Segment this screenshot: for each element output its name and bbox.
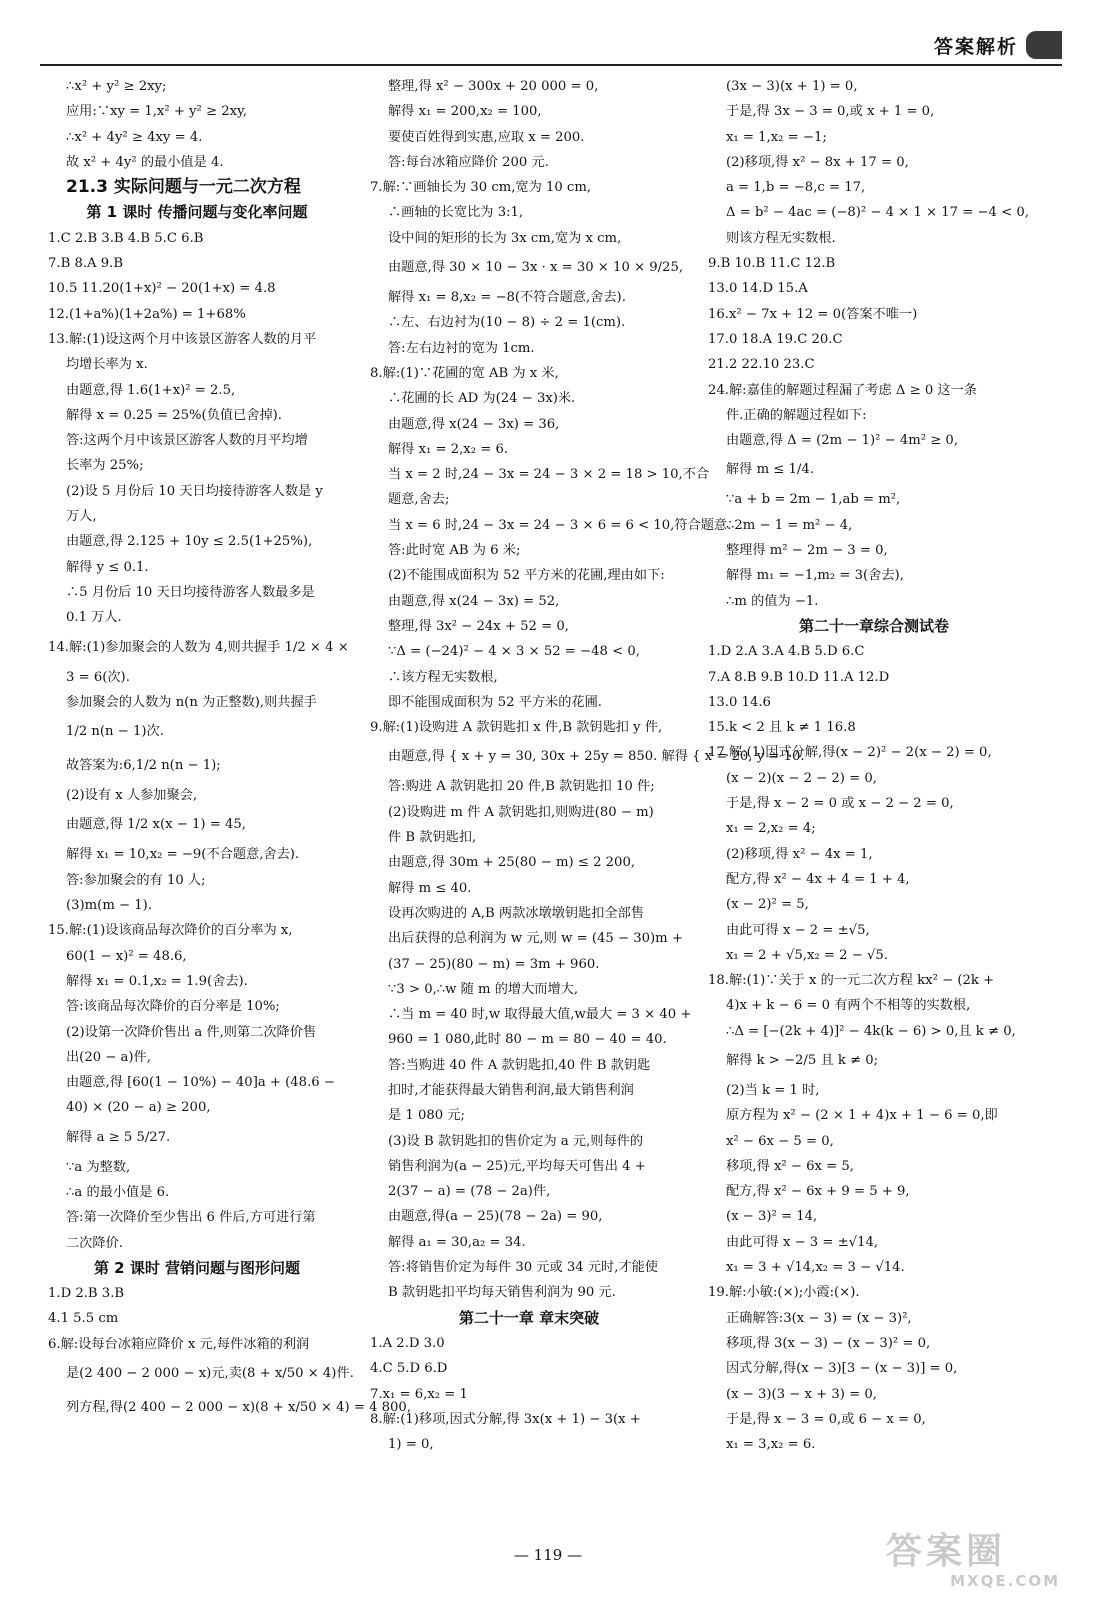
answer-line: 正确解答:3(x − 3) = (x − 3)², [726,1310,912,1326]
answer-line: 要使百姓得到实惠,应取 x = 200. [388,129,585,145]
answer-line: 解得 x₁ = 0.1,x₂ = 1.9(舍去). [66,973,248,989]
answer-line: 1) = 0, [388,1437,434,1453]
answer-line: 1.D 2.A 3.A 4.B 5.D 6.C [708,644,865,660]
answer-line: 配方,得 x² − 4x + 4 = 1 + 4, [726,871,910,887]
answer-line: (x − 3)² = 14, [726,1209,818,1225]
answer-line: (x − 3)(3 − x + 3) = 0, [726,1386,877,1402]
answer-line: 答:第一次降价至少售出 6 件后,方可进行第 [66,1210,316,1226]
answer-line: Δ = b² − 4ac = (−8)² − 4 × 1 × 17 = −4 < 0, [726,205,1029,221]
watermark-main: 答案圈 [886,1531,1007,1572]
answer-line: (3)设 B 款钥匙扣的售价定为 a 元,则每件的 [388,1133,644,1149]
answer-line: 由题意,得 1/2 x(x − 1) = 45, [66,817,246,833]
answer-line: 应用:∵xy = 1,x² + y² ≥ 2xy, [66,104,247,120]
answer-line: (3x − 3)(x + 1) = 0, [726,79,858,94]
watermark-url: MXQE.COM [950,1572,1060,1590]
header-tab-block [1026,31,1062,59]
answer-line: 14.解:(1)参加聚会的人数为 4,则共握手 1/2 × 4 × [48,639,349,655]
answer-line: 答:参加聚会的有 10 人; [66,872,206,888]
answer-line: 设中间的矩形的长为 3x cm,宽为 x cm, [388,230,622,246]
answer-line: ∵3 > 0,∴w 随 m 的增大而增大, [388,981,579,997]
answer-line: 8.解:(1)移项,因式分解,得 3x(x + 1) − 3(x + [370,1411,641,1427]
answer-line: (37 − 25)(80 − m) = 3m + 960. [388,956,600,972]
answer-line: (2)当 k = 1 时, [726,1082,820,1098]
answer-line: 7.B 8.A 9.B [48,256,124,272]
answer-line: 解得 m₁ = −1,m₂ = 3(舍去), [726,568,904,584]
watermark [886,1532,1066,1596]
answer-line: 当 x = 6 时,24 − 3x = 24 − 3 × 6 = 6 < 10,符合题意. [388,517,732,533]
answer-line: 9.B 10.B 11.C 12.B [708,256,836,272]
answer-line: 答:当购进 40 件 A 款钥匙扣,40 件 B 款钥匙 [388,1057,651,1073]
answer-line: x₁ = 3,x₂ = 6. [726,1437,816,1453]
answer-line: 答:左右边衬的宽为 1cm. [388,340,535,356]
answer-line: 答:此时宽 AB 为 6 米; [388,543,521,559]
answer-line: (2)设 5 月份后 10 天日均接待游客人数是 y [66,483,323,499]
answer-line: 1.C 2.B 3.B 4.B 5.C 6.B [48,230,204,246]
answer-line: 故答案为:6,1/2 n(n − 1); [66,758,221,774]
answer-line: 由题意,得 Δ = (2m − 1)² − 4m² ≥ 0, [726,433,959,449]
answer-line: x₁ = 2 + √5,x₂ = 2 − √5. [726,947,888,963]
answer-line: ∴x² + y² ≥ 2xy; [66,79,167,94]
answer-line: 解得 x₁ = 8,x₂ = −8(不符合题意,舍去). [388,290,626,306]
answer-line: 配方,得 x² − 6x + 9 = 5 + 9, [726,1184,910,1200]
answer-line: (3)m(m − 1). [66,898,152,914]
answer-line: 2(37 − a) = (78 − 2a)件, [388,1184,551,1200]
answer-line: ∴左、右边衬为(10 − 8) ÷ 2 = 1(cm). [388,315,626,331]
answer-line: (2)设购进 m 件 A 款钥匙扣,则购进(80 − m) [388,804,654,820]
answer-line: 17.解:(1)因式分解,得(x − 2)² − 2(x − 2) = 0, [708,745,992,761]
answer-line: ∴当 m = 40 时,w 取得最大值,w最大 = 3 × 40 + [388,1007,692,1023]
answer-line: ∵a 为整数, [66,1159,131,1175]
answer-line: 16.x² − 7x + 12 = 0(答案不唯一) [708,306,918,322]
answer-line: 13.0 14.6 [708,694,771,710]
answer-line: (x − 2)² = 5, [726,897,809,913]
answer-line: 设再次购进的 A,B 两款冰墩墩钥匙扣全部售 [388,905,644,921]
answer-line: 整理得 m² − 2m − 3 = 0, [726,543,888,559]
answer-line: 参加聚会的人数为 n(n 为正整数),则共握手 [66,694,317,710]
answer-line: 整理,得 x² − 300x + 20 000 = 0, [388,79,599,94]
answer-line: 4)x + k − 6 = 0 有两个不相等的实数根, [726,998,971,1014]
answer-line: x₁ = 2,x₂ = 4; [726,821,816,837]
answer-line: 4.C 5.D 6.D [370,1361,448,1377]
answer-line: 答:将销售价定为每件 30 元或 34 元时,才能使 [388,1260,658,1276]
answer-line: 9.解:(1)设购进 A 款钥匙扣 x 件,B 款钥匙扣 y 件, [370,720,663,736]
answer-column-3 [708,74,1040,1457]
answer-line: 由此可得 x − 3 = ±√14, [726,1234,879,1250]
answer-line: 答:这两个月中该景区游客人数的月平均增 [66,433,308,449]
answer-line: 因式分解,得(x − 3)[3 − (x − 3)] = 0, [726,1361,958,1377]
answer-line: 是 1 080 元; [388,1108,465,1124]
answer-line: 销售利润为(a − 25)元,平均每天可售出 4 + [388,1158,646,1174]
answer-line: 7.解:∵画轴长为 30 cm,宽为 10 cm, [370,180,592,196]
answer-line: 解得 a ≥ 5 5/27. [66,1129,171,1145]
answer-line: 即不能围成面积为 52 平方米的花圃. [388,694,602,710]
answer-line: 解得 x₁ = 200,x₂ = 100, [388,104,542,120]
answer-line: B 款钥匙扣平均每天销售利润为 90 元. [388,1285,616,1301]
answer-line: 第 1 课时 传播问题与变化率问题 [86,203,308,222]
header-rule [40,64,1062,66]
answer-line: 件 B 款钥匙扣, [388,830,477,846]
answer-line: 解得 a₁ = 30,a₂ = 34. [388,1234,526,1250]
answer-line: (2)移项,得 x² − 4x = 1, [726,846,873,862]
answer-line: 件.正确的解题过程如下: [726,407,867,423]
answer-line: 解得 k > −2/5 且 k ≠ 0; [726,1052,879,1068]
answer-line: 8.解:(1)∵花圃的宽 AB 为 x 米, [370,365,559,381]
answer-line: ∴m 的值为 −1. [726,593,819,609]
answer-line: a = 1,b = −8,c = 17, [726,180,866,196]
answer-line: 10.5 11.20(1+x)² − 20(1+x) = 4.8 [48,281,276,297]
answer-line: 移项,得 3(x − 3) − (x − 3)² = 0, [726,1335,931,1351]
answer-line: 整理,得 3x² − 24x + 52 = 0, [388,618,569,634]
answer-line: 万人, [66,509,97,525]
answer-line: 解得 x = 0.25 = 25%(负值已舍掉). [66,407,282,423]
answer-line: 解得 x₁ = 2,x₂ = 6. [388,441,509,457]
answer-line: 由此可得 x − 2 = ±√5, [726,922,870,938]
answer-line: (2)设第一次降价售出 a 件,则第二次降价售 [66,1024,317,1040]
answer-line: 于是,得 x − 3 = 0,或 6 − x = 0, [726,1411,926,1427]
answer-line: 解得 y ≤ 0.1. [66,559,149,575]
answer-line: x₁ = 3 + √14,x₂ = 3 − √14. [726,1260,905,1276]
answer-line: 列方程,得(2 400 − 2 000 − x)(8 + x/50 × 4) = 4 800, [66,1400,412,1416]
answer-line: 题意,舍去; [388,492,450,508]
answer-line: ∴5 月份后 10 天日均接待游客人数最多是 [66,584,315,600]
answer-line: 则该方程无实数根. [726,230,836,246]
answer-line: 6.解:设每台冰箱应降价 x 元,每件冰箱的利润 [48,1336,310,1352]
answer-line: 解得 m ≤ 40. [388,880,472,896]
answer-line: 由题意,得 x(24 − 3x) = 52, [388,593,560,609]
answer-line: 第二十一章 章末突破 [458,1308,600,1327]
answer-line: 解得 x₁ = 10,x₂ = −9(不合题意,舍去). [66,847,300,863]
answer-line: 0.1 万人. [66,610,122,626]
answer-line: 二次降价. [66,1235,123,1251]
answer-line: 答:每台冰箱应降价 200 元. [388,154,549,170]
answer-line: ∴花圃的长 AD 为(24 − 3x)米. [388,391,576,407]
answer-line: 7.x₁ = 6,x₂ = 1 [370,1386,468,1402]
answer-line: 7.A 8.B 9.B 10.D 11.A 12.D [708,669,890,685]
answer-line: 由题意,得 1.6(1+x)² = 2.5, [66,382,236,398]
answer-line: 答:该商品每次降价的百分率是 10%; [66,999,280,1015]
answer-line: 移项,得 x² − 6x = 5, [726,1158,854,1174]
answer-line: 4.1 5.5 cm [48,1311,119,1327]
answer-line: 解得 m ≤ 1/4. [726,462,814,478]
answer-line: 21.2 22.10 23.C [708,357,815,373]
answer-line: ∴画轴的长宽比为 3:1, [388,205,524,221]
answer-line: 出(20 − a)件, [66,1049,151,1065]
answer-line: 故 x² + 4y² 的最小值是 4. [66,154,224,170]
answer-line: 15.k < 2 且 k ≠ 1 16.8 [708,720,856,736]
answer-line: ∴该方程无实数根, [388,669,498,685]
answer-line: ∴Δ = [−(2k + 4)]² − 4k(k − 6) > 0,且 k ≠ 0, [726,1023,1016,1039]
answer-line: 答:购进 A 款钥匙扣 20 件,B 款钥匙扣 10 件; [388,779,655,795]
answer-line: 17.0 18.A 19.C 20.C [708,331,843,347]
answer-line: (2)设有 x 人参加聚会, [66,788,198,804]
answer-line: (x − 2)(x − 2 − 2) = 0, [726,770,877,786]
answer-line: 1.D 2.B 3.B [48,1286,125,1302]
answer-line: 3 = 6(次). [66,669,130,685]
answer-line: 15.解:(1)设该商品每次降价的百分率为 x, [48,923,293,939]
answer-line: x₁ = 1,x₂ = −1; [726,129,827,145]
answer-line: 960 = 1 080,此时 80 − m = 80 − 40 = 40. [388,1032,667,1048]
page-number: — 119 — [513,1546,583,1564]
answer-line: 18.解:(1)∵关于 x 的一元二次方程 kx² − (2k + [708,973,995,989]
answer-line: 1.A 2.D 3.0 [370,1335,445,1351]
answer-line: 40) × (20 − a) ≥ 200, [66,1100,211,1116]
answer-line: 是(2 400 − 2 000 − x)元,卖(8 + x/50 × 4)件. [66,1366,354,1382]
answer-line: 扣时,才能获得最大销售利润,最大销售利润 [388,1082,634,1098]
answer-line: ∵Δ = (−24)² − 4 × 3 × 52 = −48 < 0, [388,644,640,660]
answer-line: (2)移项,得 x² − 8x + 17 = 0, [726,154,909,170]
answer-line: 由题意,得 2.125 + 10y ≤ 2.5(1+25%), [66,534,313,550]
answer-line: (2)不能围成面积为 52 平方米的花圃,理由如下: [388,568,665,584]
answer-line: 24.解:嘉佳的解题过程漏了考虑 Δ ≥ 0 这一条 [708,382,977,398]
header-title: 答案解析 [933,35,1018,58]
answer-line: 原方程为 x² − (2 × 1 + 4)x + 1 − 6 = 0,即 [726,1108,998,1124]
answer-line: 由题意,得 x(24 − 3x) = 36, [388,416,560,432]
answer-line: 由题意,得(a − 25)(78 − 2a) = 90, [388,1209,603,1225]
answer-line: 12.(1+a%)(1+2a%) = 1+68% [48,306,246,322]
answer-line: ∴2m − 1 = m² − 4, [726,517,853,533]
answer-line: ∴x² + 4y² ≥ 4xy = 4. [66,129,203,145]
answer-line: 第二十一章综合测试卷 [798,616,949,635]
answer-line: 由题意,得 [60(1 − 10%) − 40]a + (48.6 − [66,1075,335,1091]
answer-line: 当 x = 2 时,24 − 3x = 24 − 3 × 2 = 18 > 10,不合 [388,467,710,483]
answer-line: 13.解:(1)设这两个月中该景区游客人数的月平 [48,331,317,347]
answer-line: ∴a 的最小值是 6. [66,1184,170,1200]
answer-line: 21.3 实际问题与一元二次方程 [66,177,301,198]
answer-line: 60(1 − x)² = 48.6, [66,948,187,964]
answer-line: 由题意,得 30 × 10 − 3x · x = 30 × 10 × 9/25, [388,260,684,276]
answer-line: 于是,得 x − 2 = 0 或 x − 2 − 2 = 0, [726,796,954,812]
answer-line: 出后获得的总利润为 w 元,则 w = (45 − 30)m + [388,931,683,947]
answer-line: 由题意,得 { x + y = 30, 30x + 25y = 850. 解得 { x = 20, y = 10. [388,749,805,765]
answer-line: 于是,得 3x − 3 = 0,或 x + 1 = 0, [726,104,935,120]
answer-line: 19.解:小敏:(×);小霞:(×). [708,1285,860,1301]
answer-line: 1/2 n(n − 1)次. [66,724,164,740]
answer-line: 第 2 课时 营销问题与图形问题 [93,1258,301,1277]
answer-line: 13.0 14.D 15.A [708,281,808,297]
answer-line: 长率为 25%; [66,458,144,474]
answer-line: x² − 6x − 5 = 0, [726,1133,834,1149]
header-tag [934,30,1062,60]
answer-line: 由题意,得 30m + 25(80 − m) ≤ 2 200, [388,855,636,871]
answer-line: ∵a + b = 2m − 1,ab = m², [726,492,901,508]
answer-line: 均增长率为 x. [66,357,148,373]
